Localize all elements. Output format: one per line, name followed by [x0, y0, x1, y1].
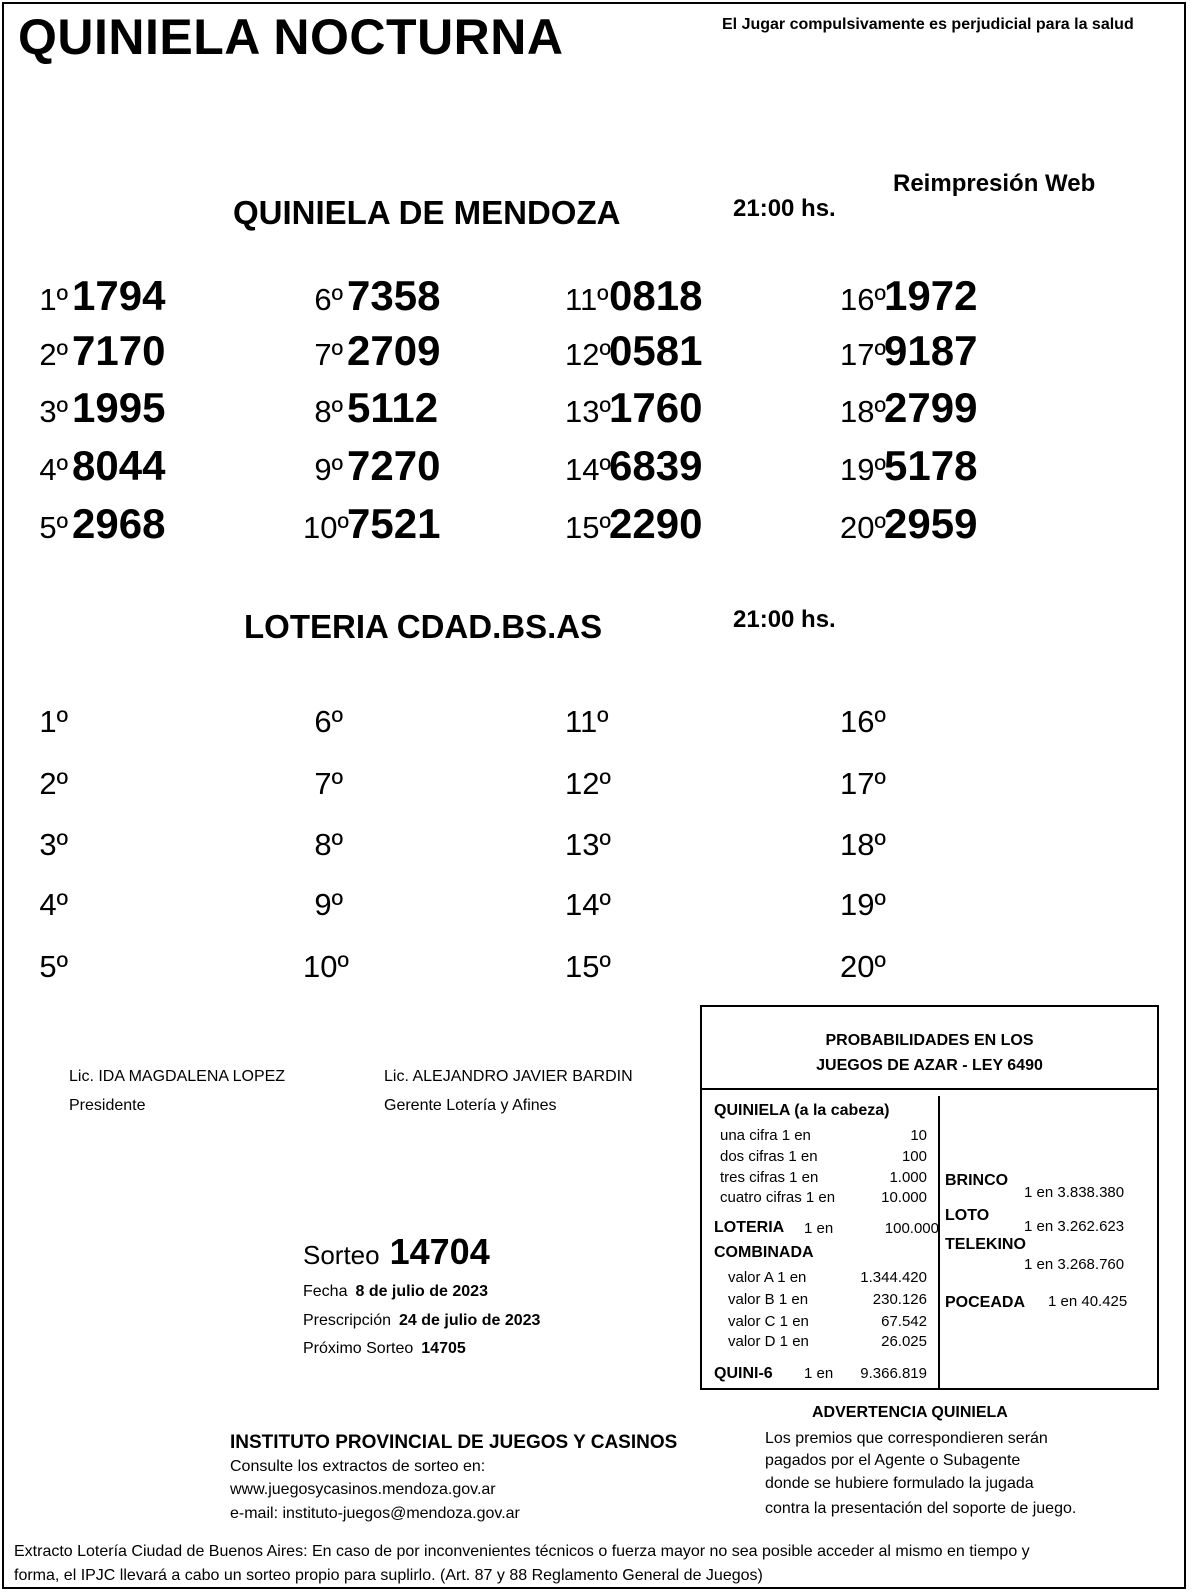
mendoza-result	[565, 384, 702, 432]
sorteo-number: 14704	[389, 1231, 490, 1272]
mendoza-position: 11º	[565, 282, 609, 317]
loteria-position: 8º	[314, 827, 343, 862]
loteria-result	[28, 939, 72, 987]
loteria-result	[28, 694, 72, 742]
mendoza-number: 7170	[72, 327, 166, 374]
loteria-result	[565, 939, 609, 987]
sorteo-prescripcion	[303, 1312, 540, 1330]
mendoza-number: 5112	[347, 384, 439, 431]
fecha-label: Fecha	[303, 1283, 348, 1300]
loteria-result	[303, 877, 347, 925]
signatory-2-name: Lic. ALEJANDRO JAVIER BARDIN	[384, 1068, 633, 1085]
mendoza-number: 7358	[347, 272, 441, 319]
loteria-result	[565, 877, 609, 925]
mendoza-result	[565, 500, 702, 548]
loteria-position: 14º	[565, 887, 611, 922]
prescripcion-value: 24 de julio de 2023	[399, 1312, 541, 1329]
quiniela-row-label: dos cifras 1 en	[720, 1148, 818, 1165]
mendoza-position: 13º	[565, 394, 611, 429]
mendoza-number: 2799	[884, 384, 978, 431]
brinco-label: BRINCO	[945, 1172, 1009, 1189]
mendoza-result	[565, 272, 702, 320]
loteria-position: 18º	[840, 827, 886, 862]
health-warning: El Jugar compulsivamente es perjudicial para la salud	[722, 16, 1134, 33]
mendoza-result	[28, 500, 165, 548]
mendoza-position: 4º	[39, 452, 68, 487]
mendoza-result	[840, 500, 977, 548]
mendoza-number: 6839	[609, 442, 703, 489]
fecha-value: 8 de julio de 2023	[355, 1283, 488, 1300]
advertencia-line: pagados por el Agente o Subagente	[765, 1452, 1021, 1469]
signatory-1	[69, 1062, 285, 1120]
advertencia-title: ADVERTENCIA QUINIELA	[812, 1404, 1008, 1421]
loteria-position: 10º	[303, 949, 349, 984]
advertencia-line: donde se hubiere formulado la jugada	[765, 1475, 1034, 1492]
poceada-label: POCEADA	[945, 1294, 1026, 1311]
loteria-position: 9º	[314, 887, 343, 922]
mendoza-position: 8º	[314, 394, 343, 429]
sorteo-label: Sorteo	[303, 1240, 380, 1270]
loteria-position: 5º	[39, 949, 68, 984]
loteria-result	[840, 817, 884, 865]
loteria-result	[565, 817, 609, 865]
probabilities-table	[700, 1005, 1159, 1390]
mendoza-number: 0818	[609, 272, 703, 319]
loteria-result	[840, 877, 884, 925]
loteria-title: LOTERIA CDAD.BS.AS	[244, 608, 603, 645]
institute-title: INSTITUTO PROVINCIAL DE JUEGOS Y CASINOS	[230, 1432, 678, 1453]
loto-label: LOTO	[945, 1207, 990, 1224]
proximo-label: Próximo Sorteo	[303, 1340, 414, 1357]
mendoza-number: 1995	[72, 384, 166, 431]
loteria-odds-label: LOTERIA	[714, 1219, 785, 1236]
loteria-result	[565, 694, 609, 742]
combinada-row-value: 26.025	[881, 1333, 927, 1350]
mendoza-result	[303, 327, 440, 375]
loteria-odds-value: 100.000	[884, 1220, 939, 1237]
brinco-odds: 1 en 3.838.380	[1024, 1184, 1125, 1201]
loteria-result	[840, 939, 884, 987]
advertencia-line: Los premios que correspondieren serán	[765, 1430, 1048, 1447]
mendoza-number: 7521	[347, 500, 441, 547]
mendoza-position: 5º	[39, 510, 68, 545]
loteria-position: 15º	[565, 949, 611, 984]
telekino-label: TELEKINO	[945, 1236, 1026, 1253]
loteria-odds-prefix: 1 en	[804, 1220, 834, 1237]
loteria-position: 19º	[840, 887, 886, 922]
loteria-result	[565, 756, 609, 804]
mendoza-number: 8044	[72, 442, 166, 489]
quiniela-row-value: 10.000	[881, 1189, 927, 1206]
probabilities-title-line1: PROBABILIDADES EN LOS	[825, 1032, 1034, 1049]
footer-line-2: forma, el IPJC llevará a cabo un sorteo propio para suplirlo. (Art. 87 y 88 Reglamento General de Juegos)	[14, 1567, 763, 1584]
loteria-result	[28, 756, 72, 804]
mendoza-number: 2290	[609, 500, 703, 547]
institute-info: Consulte los extractos de sorteo en:	[230, 1458, 486, 1475]
loteria-result	[303, 939, 347, 987]
probabilities-header	[702, 1007, 1157, 1090]
mendoza-number: 5178	[884, 442, 978, 489]
quini6-odds-value: 9.366.819	[860, 1365, 927, 1382]
mendoza-position: 16º	[840, 282, 886, 317]
mendoza-result	[303, 500, 440, 548]
mendoza-title: QUINIELA DE MENDOZA	[233, 194, 621, 231]
loteria-result	[28, 817, 72, 865]
telekino-odds: 1 en 3.268.760	[1024, 1256, 1125, 1273]
loteria-position: 17º	[840, 766, 886, 801]
combinada-row-label: valor C 1 en	[728, 1313, 809, 1330]
mendoza-result	[28, 442, 165, 490]
loteria-position: 7º	[314, 766, 343, 801]
loteria-position: 3º	[39, 827, 68, 862]
quiniela-row-value: 1.000	[889, 1169, 927, 1186]
mendoza-position: 3º	[39, 394, 68, 429]
probabilities-divider	[938, 1096, 940, 1390]
footer-note	[14, 1540, 1030, 1588]
sorteo-heading	[303, 1231, 490, 1273]
sorteo-fecha	[303, 1283, 488, 1301]
mendoza-position: 1º	[39, 282, 68, 317]
mendoza-result	[303, 442, 440, 490]
mendoza-result	[840, 272, 977, 320]
mendoza-number: 1794	[72, 272, 166, 319]
loteria-result	[303, 817, 347, 865]
quiniela-row-value: 10	[910, 1127, 927, 1144]
proximo-value: 14705	[421, 1340, 466, 1357]
page-title: QUINIELA NOCTURNA	[18, 9, 564, 65]
combinada-row-label: valor B 1 en	[728, 1291, 809, 1308]
loteria-result	[303, 694, 347, 742]
signatory-1-role: Presidente	[69, 1097, 146, 1114]
probabilities-title-line2: JUEGOS DE AZAR - LEY 6490	[816, 1057, 1043, 1074]
combinada-row-label: valor A 1 en	[728, 1269, 807, 1286]
prescripcion-label: Prescripción	[303, 1312, 392, 1329]
quiniela-row-label: tres cifras 1 en	[720, 1169, 819, 1186]
mendoza-position: 15º	[565, 510, 611, 545]
combinada-row-value: 230.126	[872, 1291, 927, 1308]
mendoza-position: 18º	[840, 394, 886, 429]
advertencia-line: contra la presentación del soporte de juego.	[765, 1500, 1077, 1517]
mendoza-result	[840, 327, 977, 375]
loteria-position: 6º	[314, 704, 343, 739]
loteria-result	[840, 694, 884, 742]
loteria-position: 1º	[39, 704, 68, 739]
mendoza-position: 20º	[840, 510, 886, 545]
combinada-row-value: 67.542	[881, 1313, 927, 1330]
poceada-odds: 1 en 40.425	[1048, 1293, 1128, 1310]
mendoza-position: 17º	[840, 337, 886, 372]
sorteo-proximo	[303, 1340, 466, 1358]
institute-website[interactable]: www.juegosycasinos.mendoza.gov.ar	[230, 1481, 496, 1498]
mendoza-result	[840, 384, 977, 432]
loteria-position: 12º	[565, 766, 611, 801]
quini6-odds-prefix: 1 en	[804, 1365, 834, 1382]
mendoza-result	[840, 442, 977, 490]
mendoza-result	[28, 327, 165, 375]
signatory-1-name: Lic. IDA MAGDALENA LOPEZ	[69, 1068, 286, 1085]
mendoza-number: 1760	[609, 384, 703, 431]
quini6-label: QUINI-6	[714, 1365, 773, 1382]
quiniela-row-value: 100	[901, 1148, 927, 1165]
mendoza-position: 12º	[565, 337, 611, 372]
quiniela-row-label: una cifra 1 en	[720, 1127, 811, 1144]
loteria-position: 13º	[565, 827, 611, 862]
mendoza-number: 2709	[347, 327, 441, 374]
mendoza-number: 1972	[884, 272, 978, 319]
mendoza-number: 0581	[609, 327, 703, 374]
reprint-label: Reimpresión Web	[893, 170, 1096, 197]
mendoza-result	[28, 384, 165, 432]
mendoza-position: 19º	[840, 452, 886, 487]
institute-email[interactable]: e-mail: instituto-juegos@mendoza.gov.ar	[230, 1505, 520, 1522]
loteria-position: 20º	[840, 949, 886, 984]
loteria-position: 2º	[39, 766, 68, 801]
mendoza-number: 2968	[72, 500, 166, 547]
mendoza-result	[565, 327, 702, 375]
combinada-row-label: valor D 1 en	[728, 1333, 809, 1350]
mendoza-result	[303, 272, 440, 320]
mendoza-position: 2º	[39, 337, 68, 372]
quiniela-row-label: cuatro cifras 1 en	[720, 1189, 836, 1206]
quiniela-odds-label: QUINIELA (a la cabeza)	[714, 1102, 890, 1119]
signatory-2	[384, 1062, 633, 1120]
mendoza-position: 7º	[314, 337, 343, 372]
combinada-row-value: 1.344.420	[860, 1269, 927, 1286]
mendoza-position: 10º	[303, 510, 349, 545]
mendoza-number: 9187	[884, 327, 978, 374]
mendoza-position: 6º	[314, 282, 343, 317]
loteria-result	[303, 756, 347, 804]
mendoza-result	[565, 442, 702, 490]
loto-odds: 1 en 3.262.623	[1024, 1218, 1125, 1235]
loteria-result	[840, 756, 884, 804]
mendoza-number: 7270	[347, 442, 441, 489]
loteria-time: 21:00 hs.	[733, 606, 836, 633]
mendoza-result	[28, 272, 165, 320]
loteria-position: 11º	[565, 704, 609, 739]
mendoza-position: 14º	[565, 452, 611, 487]
mendoza-number: 2959	[884, 500, 978, 547]
mendoza-time: 21:00 hs.	[733, 195, 836, 222]
mendoza-result	[303, 384, 438, 432]
mendoza-position: 9º	[314, 452, 343, 487]
loteria-position: 4º	[39, 887, 68, 922]
footer-line-1: Extracto Lotería Ciudad de Buenos Aires: En caso de por inconvenientes técnicos o fuerza mayor no sea posible acceder al mismo en tiempo y	[14, 1543, 1030, 1560]
combinada-label: COMBINADA	[714, 1244, 814, 1261]
loteria-result	[28, 877, 72, 925]
signatory-2-role: Gerente Lotería y Afines	[384, 1097, 557, 1114]
loteria-position: 16º	[840, 704, 886, 739]
